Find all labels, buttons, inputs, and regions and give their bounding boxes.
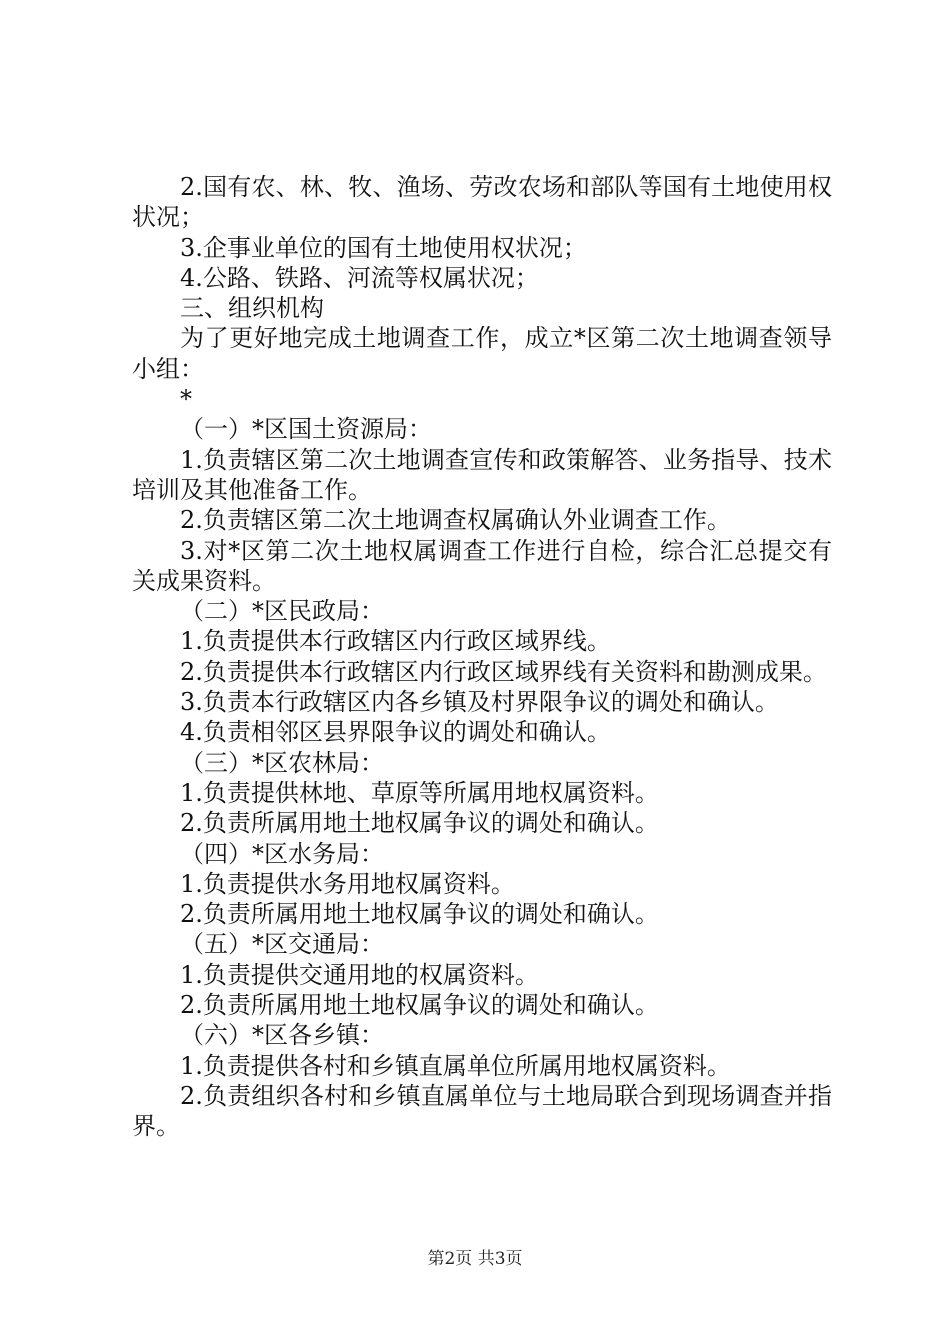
paragraph: 2.负责提供本行政辖区内行政区域界线有关资料和勘测成果。 (180, 657, 827, 686)
page-number-label: 第2页 共3页 (427, 1249, 523, 1269)
paragraph: 1.负责辖区第二次土地调查宣传和政策解答、业务指导、技术培训及其他准备工作。 (132, 445, 832, 504)
subsection-heading: （二）*区民政局： (180, 597, 384, 626)
subsection-heading: （五）*区交通局： (180, 930, 384, 959)
paragraph: 4.负责相邻区县界限争议的调处和确认。 (180, 718, 611, 747)
subsection-heading: （三）*区农林局： (180, 748, 384, 777)
paragraph: 2.负责所属用地土地权属争议的调处和确认。 (180, 809, 659, 838)
paragraph: 1.负责提供本行政辖区内行政区域界线。 (180, 627, 611, 656)
subsection-heading: （四）*区水务局： (180, 839, 384, 868)
paragraph: 2.负责辖区第二次土地调查权属确认外业调查工作。 (180, 506, 731, 535)
paragraph: 1.负责提供交通用地的权属资料。 (180, 960, 539, 989)
paragraph: 3.负责本行政辖区内各乡镇及村界限争议的调处和确认。 (180, 688, 779, 717)
paragraph: 2.负责所属用地土地权属争议的调处和确认。 (180, 991, 659, 1020)
paragraph: 1.负责提供各村和乡镇直属单位所属用地权属资料。 (180, 1051, 731, 1080)
document-body (132, 172, 832, 1142)
paragraph: 2.负责所属用地土地权属争议的调处和确认。 (180, 900, 659, 929)
subsection-heading: （六）*区各乡镇： (180, 1021, 384, 1050)
paragraph: * (180, 385, 192, 414)
paragraph: 4.公路、铁路、河流等权属状况； (180, 263, 539, 292)
section-heading: 三、组织机构 (180, 294, 324, 323)
subsection-heading: （一）*区国土资源局： (180, 415, 432, 444)
paragraph: 2.国有农、林、牧、渔场、劳改农场和部队等国有土地使用权状况； (132, 173, 832, 232)
paragraph: 为了更好地完成土地调查工作，成立*区第二次土地调查领导小组： (132, 324, 832, 383)
page-footer (0, 1244, 950, 1269)
paragraph: 1.负责提供水务用地权属资料。 (180, 869, 515, 898)
paragraph: 3.企事业单位的国有土地使用权状况； (180, 233, 587, 262)
paragraph: 1.负责提供林地、草原等所属用地权属资料。 (180, 778, 659, 807)
paragraph: 3.对*区第二次土地权属调查工作进行自检，综合汇总提交有关成果资料。 (132, 536, 832, 595)
paragraph: 2.负责组织各村和乡镇直属单位与土地局联合到现场调查并指界。 (132, 1081, 832, 1141)
